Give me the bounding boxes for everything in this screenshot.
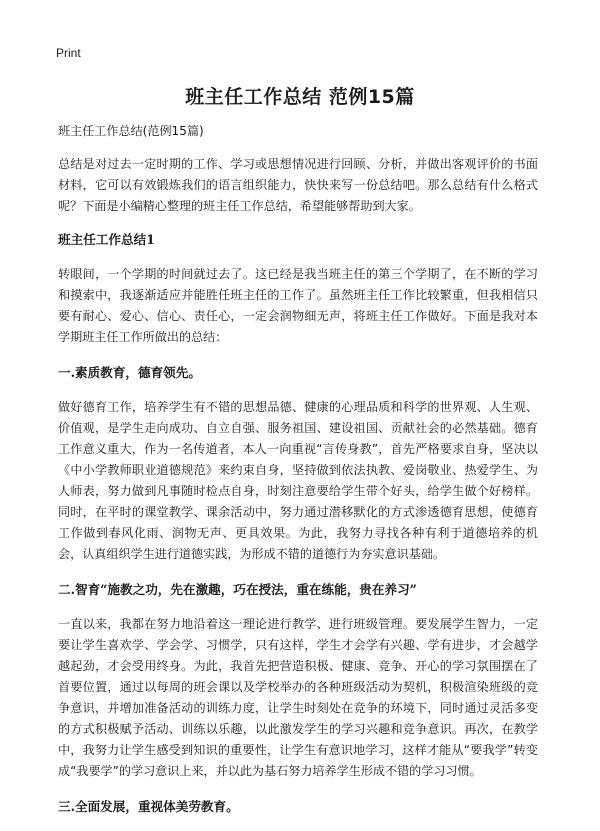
section-paragraph: 转眼间，一个学期的时间就过去了。这已经是我当班主任的第三个学期了，在不断的学习和摸索中，我逐渐适应并能胜任班主任的工作了。虽然班主任工作比较繁重，但我相信只要有耐心、爱心、信心、责任心，一定会润物细无声，将班主任工作做好。下面是我对本学期班主任工作所做出的总结：: [58, 267, 538, 344]
page-title: 班主任工作总结 范例15篇: [185, 86, 415, 108]
article-body: [58, 121, 538, 831]
subheading-3: 三.全面发展，重视体美劳教育。: [58, 799, 239, 814]
section-heading: 班主任工作总结1: [58, 232, 155, 247]
article-subtitle: 班主任工作总结(范例15篇): [58, 124, 204, 138]
subheading-2: 二.智育“施教之功，先在激趣，巧在授法，重在练能，贵在养习”: [58, 582, 417, 597]
paragraph-2: 一直以来，我都在努力地沿着这一理论进行教学、进行班级管理。要发展学生智力，一定要让学生喜欢学、学会学、习惯学，只有这样，学生才会学有兴趣、学有进步，才会越学越起劲，才会受用终身。为此，我首先把营造积极、健康、竞争、开心的学习氛围摆在了首要位置，通过以每周的班会课以及学校举办的各种班级活动为契机，积极渲染班级的竞争意识，并增加准备活动的训练力度，让学生时刻处在竞争的环境下，同时通过灵活多变的方式积极赋予活动、训练以乐趣，以此激发学生的学习兴趣和竞争意识。再次，在教学中，我努力让学生感受到知识的重要性，让学生有意识地学习，这样才能从“要我学”转变成“我要学”的学习意识上来，并以此为基石努力培养学生形成不错的学习习惯。: [58, 617, 538, 778]
print-link[interactable]: Print: [56, 46, 81, 60]
intro-paragraph: 总结是对过去一定时期的工作、学习或思想情况进行回顾、分析，并做出客观评价的书面材料，它可以有效锻炼我们的语言组织能力，快快来写一份总结吧。那么总结有什么格式呢？下面是小编精心整理的班主任工作总结，希望能够帮助到大家。: [58, 157, 538, 213]
paragraph-1: 做好德育工作，培养学生有不错的思想品德、健康的心理品质和科学的世界观、人生观、价值观，是学生走向成功、自立自强、服务祖国、建设祖国、贡献社会的必然基础。德育工作意义重大，作为一名传道者，本人一向重视“言传身教”，首先严格要求自身，坚决以《中小学教师职业道德规范》来约束自身，坚持做到依法执教、爱岗敬业、热爱学生、为人师表，努力做到凡事随时检点自身，时刻注意要给学生带个好头，给学生做个好榜样。同时，在平时的课堂教学、课余活动中，努力通过潜移默化的方式渗透德育思想，使德育工作做到春风化雨、润物无声、更具效果。为此，我努力寻找各种有利于道德培养的机会，认真组织学生进行道德实践，为形成不错的道德行为夯实意识基础。: [58, 400, 538, 561]
subheading-1: 一.素质教育，德育领先。: [58, 365, 201, 380]
